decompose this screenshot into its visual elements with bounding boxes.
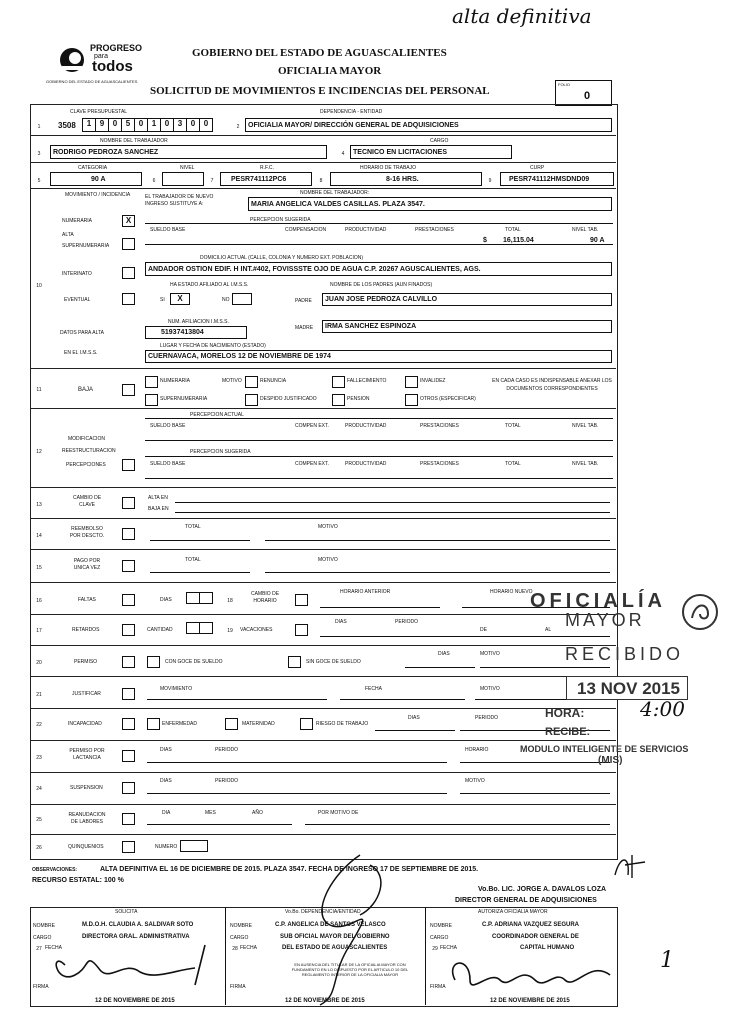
movimiento-label: MOVIMIENTO / INCIDENCIA bbox=[65, 192, 131, 198]
mod-actual-sueldo-base: SUELDO BASE bbox=[150, 423, 186, 429]
sustituye-nombre-label: NOMBRE DEL TRABAJADOR: bbox=[300, 190, 370, 196]
sueldo-base-label: SUELDO BASE bbox=[150, 227, 186, 233]
baja-en-label: BAJA EN bbox=[148, 506, 169, 512]
lactancia-checkbox[interactable] bbox=[122, 750, 135, 762]
row-number-3: 3 bbox=[37, 151, 41, 157]
solicita-signature-icon bbox=[45, 940, 225, 990]
justificar-movimiento-label: MOVIMIENTO bbox=[160, 686, 193, 692]
vacaciones-al-label: AL bbox=[545, 627, 552, 633]
lugar-label: LUGAR Y FECHA DE NACIMIENTO (ESTADO) bbox=[160, 343, 266, 349]
autoriza-nombre: C.P. ADRIANA VAZQUEZ SEGURA bbox=[482, 922, 580, 928]
rfc-label: R.F.C. bbox=[260, 165, 274, 171]
reanudacion-dia-label: DIA bbox=[162, 810, 171, 816]
domicilio-label: DOMICILIO ACTUAL (CALLE, COLONIA Y NUMERO EXT. POBLACION) bbox=[200, 255, 364, 261]
reanudacion-label bbox=[52, 812, 122, 825]
stamp-line2: MAYOR bbox=[565, 610, 645, 630]
logo-line3: todos bbox=[92, 58, 133, 75]
dependencia-label: DEPENDENCIA - ENTIDAD bbox=[320, 109, 383, 115]
modificacion-label-2: REESTRUCTURACION bbox=[62, 448, 116, 454]
categoria-field bbox=[50, 172, 142, 186]
padre-label: PADRE bbox=[295, 298, 312, 304]
cargo-label: CARGO bbox=[430, 138, 449, 144]
autoriza-cargo2: CAPITAL HUMANO bbox=[520, 945, 575, 951]
modificacion-label-1: MODIFICACION bbox=[68, 436, 105, 442]
cambio-clave-line1: CAMBIO DE bbox=[72, 495, 102, 501]
header-government: GOBIERNO DEL ESTADO DE AGUASCALIENTES bbox=[192, 47, 447, 59]
otros-label: OTROS (ESPECIFICAR) bbox=[420, 396, 476, 402]
permiso-motivo-label: MOTIVO bbox=[480, 651, 500, 657]
row-number-9: 9 bbox=[488, 178, 492, 184]
margin-mark-icon bbox=[610, 850, 650, 880]
row-number-29: 29 bbox=[432, 946, 438, 952]
madre-label: MADRE bbox=[295, 325, 314, 331]
justificar-label: JUSTIFICAR bbox=[72, 691, 101, 697]
afiliado-label: HA ESTADO AFILIADO AL I.M.S.S. bbox=[170, 282, 249, 288]
observaciones-line1: ALTA DEFINITIVA EL 16 DE DICIEMBRE DE 2015. PLAZA 3547. FECHA DE INGRESO 17 DE SEPTIEMBRE DE 2015. bbox=[100, 866, 479, 873]
vobo-header: Vo.Bo. DEPENDENCIA/ENTIDAD bbox=[285, 909, 361, 915]
categoria-label: CATEGORIA bbox=[78, 165, 108, 171]
row-number-13: 13 bbox=[36, 502, 42, 508]
row-number-12: 12 bbox=[36, 449, 42, 455]
cargo-field bbox=[350, 145, 512, 159]
maternidad-label: MATERNIDAD bbox=[242, 721, 275, 727]
stamp-date: 13 NOV 2015 bbox=[577, 679, 681, 698]
invalidez-checkbox[interactable] bbox=[405, 376, 418, 388]
clave-prefix: 3508 bbox=[58, 121, 76, 130]
folio-value: 0 bbox=[584, 90, 591, 102]
sin-goce-checkbox[interactable] bbox=[288, 656, 301, 668]
row-number-11: 11 bbox=[36, 387, 42, 393]
sin-goce-label: SIN GOCE DE SUELDO bbox=[306, 659, 361, 665]
solicita-fecha-label: FECHA bbox=[45, 945, 62, 951]
faltas-dias-label: DIAS bbox=[160, 597, 172, 603]
domicilio-value: ANDADOR OSTION EDIF. H INT.#402, FOVISSSTE OJO DE AGUA C.P. 20267 AGUSCALIENTES, AGS. bbox=[148, 266, 481, 273]
rfc-field bbox=[220, 172, 312, 186]
lactancia-line2: LACTANCIA bbox=[73, 754, 101, 761]
horario-anterior-label: HORARIO ANTERIOR bbox=[340, 589, 391, 595]
cambio-horario-line1: CAMBIO DE bbox=[250, 591, 280, 597]
reanudacion-ano-label: AÑO bbox=[252, 810, 263, 816]
vacaciones-label: VACACIONES bbox=[240, 627, 273, 633]
nivel-tab-label: NIVEL TAB. bbox=[572, 227, 599, 233]
row-number-1: 1 bbox=[37, 124, 41, 130]
cambio-clave-checkbox[interactable] bbox=[122, 497, 135, 509]
solicita-nombre: M.D.O.H. CLAUDIA A. SALDIVAR SOTO bbox=[82, 922, 194, 928]
total-label: TOTAL bbox=[505, 227, 521, 233]
alta-en-label: ALTA EN bbox=[148, 495, 168, 501]
retardos-checkbox[interactable] bbox=[122, 624, 135, 636]
pension-checkbox[interactable] bbox=[332, 394, 345, 406]
stamp-recibe-label: RECIBE: bbox=[545, 726, 591, 738]
no-checkbox[interactable] bbox=[232, 293, 252, 305]
autoriza-date: 12 DE NOVIEMBRE DE 2015 bbox=[490, 998, 570, 1004]
nivel-tab-value: 90 A bbox=[590, 237, 605, 244]
reembolso-line1: REEMBOLSO bbox=[71, 526, 103, 532]
vobo-firma-label: FIRMA bbox=[230, 984, 246, 990]
row-number-7: 7 bbox=[210, 178, 214, 184]
sustituye-label: EL TRABAJADOR DE NUEVO INGRESO SUSTITUYE A: bbox=[145, 194, 214, 207]
vobo-line1: Vo.Bo. LIC. JORGE A. DAVALOS LOZA bbox=[478, 886, 607, 893]
categoria-value: 90 A bbox=[91, 176, 106, 183]
autoriza-firma-label: FIRMA bbox=[430, 984, 446, 990]
riesgo-checkbox[interactable] bbox=[300, 718, 313, 730]
lactancia-periodo-label: PERIODO bbox=[215, 747, 239, 753]
logo-tagline: GOBIERNO DEL ESTADO DE AGUASCALIENTES bbox=[46, 79, 138, 84]
faltas-dias-box-1[interactable] bbox=[186, 592, 200, 604]
baja-motivo-label: MOTIVO bbox=[222, 378, 242, 384]
autoriza-header: AUTORIZA OFICIALIA MAYOR bbox=[478, 909, 548, 915]
vobo-nombre-label: NOMBRE bbox=[230, 923, 252, 929]
curp-field bbox=[500, 172, 614, 186]
nivel-field bbox=[162, 172, 204, 186]
stamp-hora-label: HORA: bbox=[545, 706, 585, 720]
incapacidad-dias-label: DIAS bbox=[408, 715, 420, 721]
row-number-17: 17 bbox=[36, 628, 42, 634]
reembolso-motivo-label: MOTIVO bbox=[318, 524, 338, 530]
vobo-note: EN AUSENCIA DEL TITULAR DE LA OFICIALIA MAYOR CON FUNDAMENTO EN LO DISPUESTO POR EL ARTICULO 10 DEL REGLAMENTO INTERIOR DE LA OFICIALIA MAYOR bbox=[291, 962, 409, 978]
pago-unico-line1: PAGO POR bbox=[73, 558, 101, 564]
afiliacion-field bbox=[145, 326, 247, 339]
mod-sugerida-productividad: PRODUCTIVIDAD bbox=[345, 461, 387, 467]
vobo-nombre: C.P. ANGELICA DE SANTOS VELASCO bbox=[275, 922, 386, 928]
autoriza-cargo: COORDINADOR GENERAL DE bbox=[492, 934, 579, 940]
vobo-date: 12 DE NOVIEMBRE DE 2015 bbox=[285, 998, 365, 1004]
logo-emblem-icon bbox=[58, 46, 86, 74]
rfc-value: PESR741112PC6 bbox=[231, 176, 287, 183]
enfermedad-label: ENFERMEDAD bbox=[162, 721, 198, 727]
vobo-fecha-label: FECHA bbox=[240, 945, 257, 951]
row-number-25: 25 bbox=[36, 817, 42, 823]
incapacidad-periodo-label: PERIODO bbox=[475, 715, 499, 721]
clave-label: CLAVE PRESUPUESTAL bbox=[70, 109, 128, 115]
compensacion-label: COMPENSACION bbox=[285, 227, 327, 233]
row-number-20: 20 bbox=[36, 660, 42, 666]
row-number-28: 28 bbox=[232, 946, 238, 952]
dependencia-value: OFICIALIA MAYOR/ DIRECCIÓN GENERAL DE ADQUISICIONES bbox=[248, 122, 459, 129]
row-number-19: 19 bbox=[227, 628, 233, 634]
lactancia-label bbox=[52, 748, 122, 761]
suspension-motivo-label: MOTIVO bbox=[465, 778, 485, 784]
horario-nuevo-label: HORARIO NUEVO bbox=[490, 589, 533, 595]
pago-total-label: TOTAL bbox=[185, 557, 201, 563]
con-goce-label: CON GOCE DE SUELDO bbox=[165, 659, 223, 665]
maternidad-checkbox[interactable] bbox=[225, 718, 238, 730]
faltas-label: FALTAS bbox=[78, 597, 96, 603]
vobo-line2: DIRECTOR GENERAL DE ADQUISICIONES bbox=[455, 897, 597, 904]
sustituye-nombre-value: MARIA ANGELICA VALDES CASILLAS. PLAZA 3547. bbox=[251, 201, 425, 208]
modificacion-checkbox[interactable] bbox=[122, 459, 135, 471]
retardos-box-1[interactable] bbox=[186, 622, 200, 634]
autoriza-fecha-label: FECHA bbox=[440, 945, 457, 951]
riesgo-label: RIESGO DE TRABAJO bbox=[316, 721, 369, 727]
afiliacion-label: NUM. AFILIACION I.M.S.S. bbox=[168, 319, 229, 325]
mod-actual-prestaciones: PRESTACIONES bbox=[420, 423, 459, 429]
solicita-nombre-label: NOMBRE bbox=[33, 923, 55, 929]
despido-label: DESPIDO JUSTIFICADO bbox=[260, 396, 317, 402]
pago-unico-label bbox=[52, 558, 122, 571]
clave-digit: 1 bbox=[147, 118, 161, 132]
quinquenios-checkbox[interactable] bbox=[122, 841, 135, 853]
quinquenios-label: QUINQUENIOS bbox=[68, 844, 104, 850]
nombre-trabajador-field bbox=[50, 145, 327, 159]
baja-supernumeraria-label: SUPERNUMERARIA bbox=[160, 396, 208, 402]
horario-label: HORARIO DE TRABAJO bbox=[360, 165, 417, 171]
vobo-cargo2: DEL ESTADO DE AGUASCALIENTES bbox=[282, 945, 388, 951]
numeraria-checkbox[interactable]: X bbox=[122, 215, 135, 227]
clave-digit: 0 bbox=[108, 118, 122, 132]
autoriza-signature-icon bbox=[440, 950, 620, 1000]
reanudacion-mes-label: MES bbox=[205, 810, 216, 816]
cantidad-label: CANTIDAD bbox=[147, 627, 173, 633]
justificar-motivo-label: MOTIVO bbox=[480, 686, 500, 692]
clave-digit: 9 bbox=[95, 118, 109, 132]
observaciones-label: OBSERVACIONES: bbox=[32, 867, 78, 873]
permiso-label: PERMISO bbox=[74, 659, 98, 665]
baja-supernumeraria-checkbox[interactable] bbox=[145, 394, 158, 406]
mod-actual-productividad: PRODUCTIVIDAD bbox=[345, 423, 387, 429]
solicita-header: SOLICITA bbox=[115, 909, 138, 915]
row-number-23: 23 bbox=[36, 755, 42, 761]
suspension-dias-label: DIAS bbox=[160, 778, 172, 784]
renuncia-label: RENUNCIA bbox=[260, 378, 287, 384]
dependencia-field bbox=[245, 118, 612, 132]
enfermedad-checkbox[interactable] bbox=[147, 718, 160, 730]
cambio-horario-checkbox[interactable] bbox=[295, 594, 308, 606]
percepcion-actual-label: PERCEPCION ACTUAL bbox=[190, 412, 244, 418]
padre-value: JUAN JOSE PEDROZA CALVILLO bbox=[325, 296, 438, 303]
row-number-18: 18 bbox=[227, 598, 233, 604]
logo-line1: PROGRESO bbox=[90, 43, 143, 53]
faltas-dias-box-2[interactable] bbox=[199, 592, 213, 604]
eventual-checkbox[interactable] bbox=[122, 293, 135, 305]
row-number-2: 2 bbox=[236, 124, 240, 130]
despido-checkbox[interactable] bbox=[245, 394, 258, 406]
lactancia-horario-label: HORARIO bbox=[465, 747, 489, 753]
stamp-line1: OFICIALÍA bbox=[530, 590, 666, 612]
madre-field bbox=[322, 320, 612, 333]
mod-sugerida-total: TOTAL bbox=[505, 461, 521, 467]
margin-note: 1 bbox=[660, 948, 674, 973]
stamp-seal-icon bbox=[680, 592, 720, 632]
permiso-checkbox[interactable] bbox=[122, 656, 135, 668]
mod-sugerida-nivel-tab: NIVEL TAB. bbox=[572, 461, 599, 467]
folio-box bbox=[555, 80, 612, 106]
clave-digit: 5 bbox=[121, 118, 135, 132]
reanudacion-line1: REANUDACION bbox=[68, 812, 106, 818]
cambio-horario-label bbox=[240, 591, 290, 605]
otros-checkbox[interactable] bbox=[405, 394, 418, 406]
percepcion-sugerida-mod-label: PERCEPCION SUGERIDA bbox=[190, 449, 251, 455]
si-checkbox[interactable]: X bbox=[170, 293, 190, 305]
reembolso-label bbox=[52, 526, 122, 539]
row-number-26: 26 bbox=[36, 845, 42, 851]
vacaciones-periodo-label: PERIODO bbox=[395, 619, 419, 625]
handwritten-annotation: alta definitiva bbox=[452, 4, 592, 28]
lactancia-dias-label: DIAS bbox=[160, 747, 172, 753]
form-title: SOLICITUD DE MOVIMIENTOS E INCIDENCIAS DEL PERSONAL bbox=[150, 85, 490, 97]
header-office: OFICIALIA MAYOR bbox=[278, 65, 382, 77]
reanudacion-motivo-label: POR MOTIVO DE bbox=[318, 810, 359, 816]
baja-label: BAJA bbox=[78, 387, 94, 393]
curp-value: PESR741112HMSDND09 bbox=[509, 176, 590, 183]
si-label: SI bbox=[160, 297, 165, 303]
solicita-cargo: DIRECTORA GRAL. ADMINISTRATIVA bbox=[82, 934, 190, 940]
interinato-checkbox[interactable] bbox=[122, 267, 135, 279]
vacaciones-checkbox[interactable] bbox=[295, 624, 308, 636]
stamp-hora-value: 4:00 bbox=[640, 697, 685, 721]
reembolso-line2: POR DESCTO. bbox=[69, 532, 105, 539]
clave-digit: 1 bbox=[82, 118, 96, 132]
incapacidad-checkbox[interactable] bbox=[122, 718, 135, 730]
clave-digit: 0 bbox=[134, 118, 148, 132]
mod-sugerida-sueldo-base: SUELDO BASE bbox=[150, 461, 186, 467]
vacaciones-dias-label: DIAS bbox=[335, 619, 347, 625]
clave-digit: 0 bbox=[199, 118, 213, 132]
mod-sugerida-prestaciones: PRESTACIONES bbox=[420, 461, 459, 467]
lugar-value: CUERNAVACA, MORELOS 12 DE NOVIEMBRE DE 1974 bbox=[148, 353, 331, 360]
domicilio-field bbox=[145, 262, 612, 276]
alta-label: ALTA bbox=[62, 232, 74, 238]
mod-sugerida-compensacion: COMPEN EXT. bbox=[295, 461, 329, 467]
pension-label: PENSION bbox=[347, 396, 370, 402]
permiso-dias-label: DIAS bbox=[438, 651, 450, 657]
nombre-trabajador-label: NOMBRE DEL TRABAJADOR bbox=[100, 138, 168, 144]
afiliacion-value: 51937413804 bbox=[161, 329, 204, 336]
row-number-14: 14 bbox=[36, 533, 42, 539]
percepcion-sugerida-label: PERCEPCION SUGERIDA bbox=[250, 217, 311, 223]
vobo-cargo-label: CARGO bbox=[230, 935, 249, 941]
vobo-signature-icon bbox=[290, 835, 400, 1010]
padres-label: NOMBRE DE LOS PADRES (AUN FINADOS) bbox=[330, 282, 433, 288]
interinato-label: INTERINATO bbox=[62, 271, 92, 277]
con-goce-checkbox[interactable] bbox=[147, 656, 160, 668]
autoriza-nombre-label: NOMBRE bbox=[430, 923, 452, 929]
faltas-checkbox[interactable] bbox=[122, 594, 135, 606]
eventual-label: EVENTUAL bbox=[64, 297, 91, 303]
productividad-label: PRODUCTIVIDAD bbox=[345, 227, 387, 233]
pago-motivo-label: MOTIVO bbox=[318, 557, 338, 563]
retardos-label: RETARDOS bbox=[72, 627, 100, 633]
incapacidad-label: INCAPACIDAD bbox=[68, 721, 102, 727]
row-number-15: 15 bbox=[36, 565, 42, 571]
supernumeraria-checkbox[interactable] bbox=[122, 238, 135, 250]
solicita-date: 12 DE NOVIEMBRE DE 2015 bbox=[95, 998, 175, 1004]
mod-actual-nivel-tab: NIVEL TAB. bbox=[572, 423, 599, 429]
lugar-field bbox=[145, 350, 612, 363]
clave-digit: 0 bbox=[186, 118, 200, 132]
cambio-clave-label bbox=[52, 495, 122, 508]
lactancia-line1: PERMISO POR bbox=[69, 748, 105, 754]
horario-value: 8-16 HRS. bbox=[386, 176, 419, 183]
nombre-trabajador-value: RODRIGO PEDROZA SANCHEZ bbox=[53, 149, 159, 156]
logo bbox=[58, 44, 168, 78]
folio-label: FOLIO bbox=[558, 82, 571, 87]
row-number-6: 6 bbox=[152, 178, 156, 184]
baja-note: EN CADA CASO ES INDISPENSABLE ANEXAR LOS DOCUMENTOS CORRESPONDIENTES bbox=[492, 378, 612, 392]
retardos-box-2[interactable] bbox=[199, 622, 213, 634]
total-value: 16,115.04 bbox=[503, 237, 534, 244]
mod-actual-compensacion: COMPEN EXT. bbox=[295, 423, 329, 429]
vacaciones-de-label: DE bbox=[480, 627, 487, 633]
total-currency: $ bbox=[483, 237, 487, 244]
cambio-clave-line2: CLAVE bbox=[78, 501, 96, 508]
stamp-module-abbr: (MIS) bbox=[598, 755, 623, 766]
fallecimiento-label: FALLECIMIENTO bbox=[347, 378, 387, 384]
solicita-cargo-label: CARGO bbox=[33, 935, 52, 941]
row-number-4: 4 bbox=[341, 151, 345, 157]
supernumeraria-label: SUPERNUMERARIA bbox=[62, 243, 110, 249]
clave-digit: 3 bbox=[173, 118, 187, 132]
baja-numeraria-checkbox[interactable] bbox=[145, 376, 158, 388]
vobo-cargo: SUB OFICIAL MAYOR DEL GOBIERNO bbox=[280, 934, 390, 940]
observaciones-line2: RECURSO ESTATAL: 100 % bbox=[32, 877, 124, 884]
reanudacion-line2: DE LABORES bbox=[71, 818, 103, 825]
justificar-checkbox[interactable] bbox=[122, 688, 135, 700]
reembolso-checkbox[interactable] bbox=[122, 528, 135, 540]
suspension-checkbox[interactable] bbox=[122, 782, 135, 794]
row-number-5: 5 bbox=[37, 178, 41, 184]
pago-unico-checkbox[interactable] bbox=[122, 560, 135, 572]
row-number-27: 27 bbox=[36, 946, 42, 952]
stamp-module: MODULO INTELIGENTE DE SERVICIOS bbox=[520, 744, 689, 754]
en-imss-label: EN EL I.M.S.S. bbox=[64, 350, 98, 356]
solicita-firma-label: FIRMA bbox=[33, 984, 49, 990]
renuncia-checkbox[interactable] bbox=[245, 376, 258, 388]
curp-label: CURP bbox=[530, 165, 545, 171]
cargo-value: TECNICO EN LICITACIONES bbox=[353, 149, 447, 156]
quinquenios-numero-label: NUMERO bbox=[155, 844, 178, 850]
row-number-8: 8 bbox=[319, 178, 323, 184]
quinquenios-numero-field[interactable] bbox=[180, 840, 208, 852]
sustituye-nombre-field bbox=[248, 197, 612, 211]
pago-unico-line2: UNICA VEZ bbox=[73, 564, 101, 571]
padre-field bbox=[322, 293, 612, 306]
row-number-24: 24 bbox=[36, 786, 42, 792]
autoriza-cargo-label: CARGO bbox=[430, 935, 449, 941]
madre-value: IRMA SANCHEZ ESPINOZA bbox=[325, 323, 417, 330]
baja-checkbox[interactable] bbox=[122, 384, 135, 396]
modificacion-label-3: PERCEPCIONES bbox=[66, 462, 106, 468]
prestaciones-label: PRESTACIONES bbox=[415, 227, 454, 233]
no-label: NO bbox=[222, 297, 230, 303]
logo-line2: para bbox=[94, 53, 109, 60]
invalidez-label: INVALIDEZ bbox=[420, 378, 446, 384]
row-number-21: 21 bbox=[36, 692, 42, 698]
stamp-line3: RECIBIDO bbox=[565, 644, 685, 664]
reanudacion-checkbox[interactable] bbox=[122, 813, 135, 825]
justificar-fecha-label: FECHA bbox=[365, 686, 382, 692]
datos-para-alta-label: DATOS PARA ALTA bbox=[60, 330, 104, 336]
row-number-10: 10 bbox=[36, 283, 42, 289]
numeraria-label: NUMERARIA bbox=[62, 218, 93, 224]
cambio-horario-line2: HORARIO bbox=[253, 598, 277, 604]
reembolso-total-label: TOTAL bbox=[185, 524, 201, 530]
nivel-label: NIVEL bbox=[180, 165, 195, 171]
horario-field bbox=[330, 172, 482, 186]
row-number-22: 22 bbox=[36, 722, 42, 728]
mod-actual-total: TOTAL bbox=[505, 423, 521, 429]
clave-digit: 0 bbox=[160, 118, 174, 132]
suspension-label: SUSPENSION bbox=[70, 785, 103, 791]
fallecimiento-checkbox[interactable] bbox=[332, 376, 345, 388]
baja-numeraria-label: NUMERARIA bbox=[160, 378, 191, 384]
row-number-16: 16 bbox=[36, 598, 42, 604]
suspension-periodo-label: PERIODO bbox=[215, 778, 239, 784]
